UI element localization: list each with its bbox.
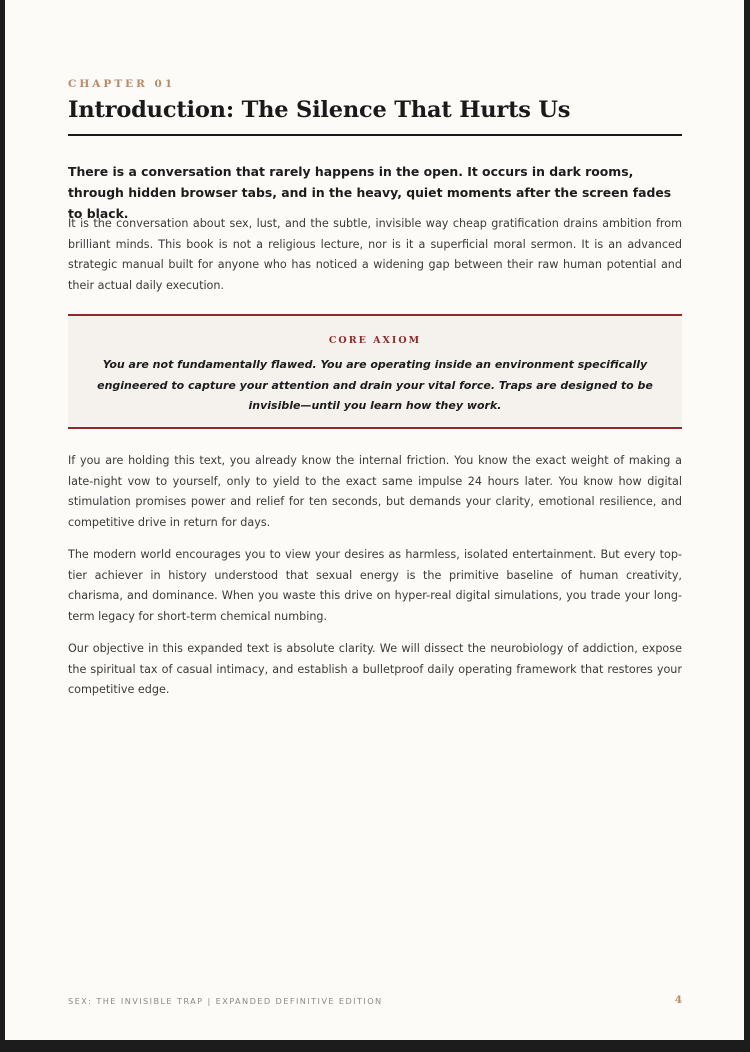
chapter-title: Introduction: The Silence That Hurts Us [68,97,571,123]
callout-text: You are not fundamentally flawed. You are operating inside an environment specifically engineered to capture your attention and drain your vital force. Traps are designed to be invisible—until you learn how they work. [97,358,653,412]
running-footer: SEX: THE INVISIBLE TRAP | EXPANDED DEFINITIVE EDITION [68,996,383,1006]
document-page [5,0,744,1040]
lead-paragraph: There is a conversation that rarely happens in the open. It occurs in dark rooms, through hidden browser tabs, and in the heavy, quiet moments after the screen fades to black. [68,164,672,221]
body-paragraph-2: If you are holding this text, you already know the internal friction. You know the exact weight of making a late-night vow to yourself, only to yield to the exact same impulse 24 hours later. You know how digital stimulation promises power and relief for ten seconds, but demands your clarity, emotional resilience, and competitive drive in return for days. [68,454,682,529]
callout-label: CORE AXIOM [328,335,422,346]
page-number: 4 [674,994,682,1006]
body-paragraph-4: Our objective in this expanded text is absolute clarity. We will dissect the neurobiology of addiction, expose the spiritual tax of casual intimacy, and establish a bulletproof daily operating framework that restores your competitive edge. [68,642,682,697]
body-paragraph-1: It is the conversation about sex, lust, and the subtle, invisible way cheap gratification drains ambition from brilliant minds. This book is not a religious lecture, nor is it a superficial moral sermon. It is an advanced strategic manual built for anyone who has noticed a widening gap between their raw human potential and their actual daily execution. [68,217,682,292]
core-axiom-callout [68,314,682,429]
body-paragraph-3: The modern world encourages you to view your desires as harmless, isolated entertainment. But every top-tier achiever in history understood that sexual energy is the primitive baseline of human creativity, charisma, and dominance. When you waste this drive on hyper-real digital simulations, you trade your long-term legacy for short-term chemical numbing. [68,548,682,623]
chapter-label: CHAPTER 01 [68,78,176,90]
title-divider [68,134,682,136]
